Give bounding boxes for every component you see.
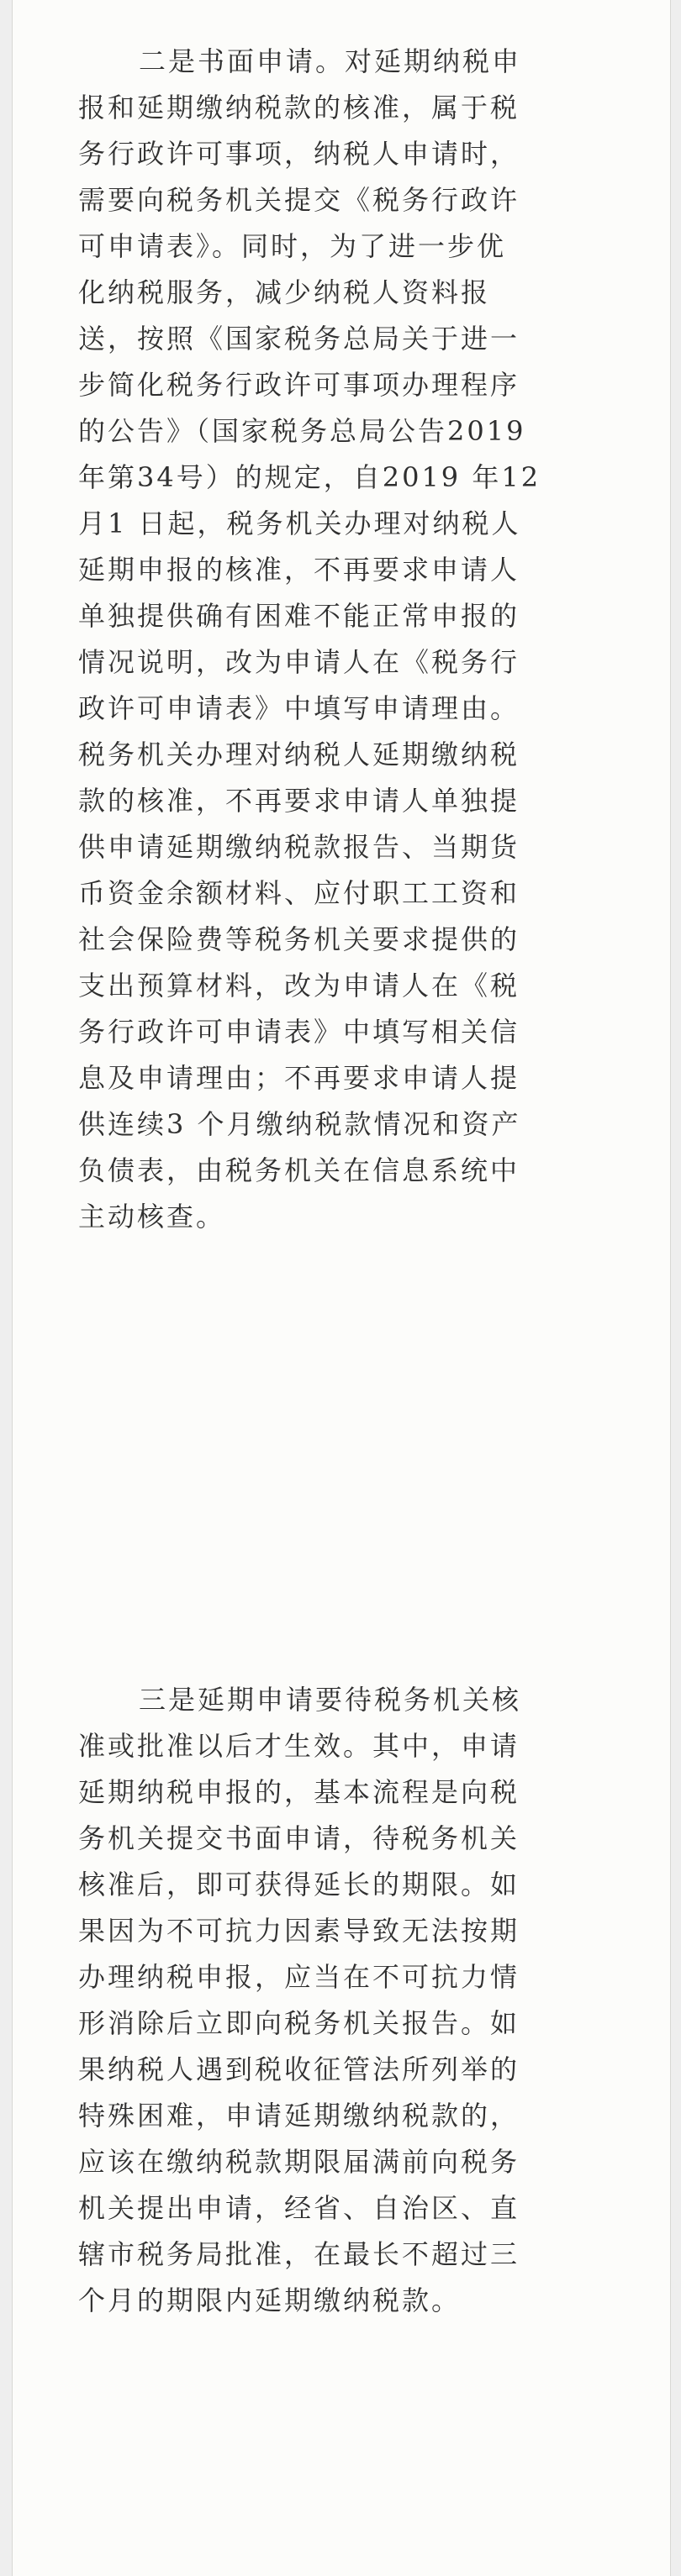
text-line: 务行政许可申请表》中填写相关信 — [78, 1016, 520, 1048]
text-line: 辖市税务局批准，在最长不超过三 — [78, 2238, 520, 2270]
text-line: 办理纳税申报，应当在不可抗力情 — [78, 1961, 520, 1993]
text-line: 机关提出申请，经省、自治区、直 — [78, 2192, 520, 2224]
text-line: 政许可申请表》中填写申请理由。 — [78, 692, 520, 724]
text-line: 果因为不可抗力因素导致无法按期 — [78, 1915, 520, 1947]
text-line: 送，按照《国家税务总局关于进一 — [78, 323, 520, 355]
text-line: 化纳税服务，减少纳税人资料报 — [78, 276, 491, 308]
text-line: 需要向税务机关提交《税务行政许 — [78, 184, 520, 216]
text-line: 二是书面申请。对延期纳税申 — [139, 45, 522, 77]
text-line: 报和延期缴纳税款的核准，属于税 — [78, 92, 520, 124]
text-line: 社会保险费等税务机关要求提供的 — [78, 923, 520, 955]
text-line: 供连续3 个月缴纳税款情况和资产 — [78, 1108, 521, 1140]
text-line: 果纳税人遇到税收征管法所列举的 — [78, 2053, 520, 2085]
text-line: 个月的期限内延期缴纳税款。 — [78, 2284, 462, 2316]
text-line: 支出预算材料，改为申请人在《税 — [78, 970, 520, 1001]
text-line: 核准后，即可获得延长的期限。如 — [78, 1869, 520, 1900]
text-line: 月1 日起，税务机关办理对纳税人 — [78, 507, 521, 539]
text-line: 的公告》（国家税务总局公告2019 — [78, 415, 526, 447]
text-line: 单独提供确有困难不能正常申报的 — [78, 600, 520, 632]
paragraph-approval-effective — [78, 1677, 616, 2324]
text-line: 应该在缴纳税款期限届满前向税务 — [78, 2146, 520, 2178]
text-line: 情况说明，改为申请人在《税务行 — [78, 646, 520, 678]
text-line: 特殊困难，申请延期缴纳税款的， — [78, 2100, 520, 2132]
article-page — [12, 0, 671, 2576]
text-line: 供申请延期缴纳税款报告、当期货 — [78, 831, 520, 863]
text-line: 步简化税务行政许可事项办理程序 — [78, 369, 520, 401]
text-line: 三是延期申请要待税务机关核 — [139, 1684, 522, 1716]
text-line: 形消除后立即向税务机关报告。如 — [78, 2007, 520, 2039]
text-line: 务行政许可事项，纳税人申请时， — [78, 138, 520, 170]
text-line: 延期申报的核准，不再要求申请人 — [78, 554, 520, 586]
text-line: 延期纳税申报的，基本流程是向税 — [78, 1776, 520, 1808]
text-line: 息及申请理由；不再要求申请人提 — [78, 1062, 520, 1094]
text-line: 负债表，由税务机关在信息系统中 — [78, 1154, 520, 1186]
text-line: 款的核准，不再要求申请人单独提 — [78, 785, 520, 817]
text-line: 币资金余额材料、应付职工工资和 — [78, 877, 520, 909]
text-line: 主动核查。 — [78, 1201, 226, 1233]
text-line: 准或批准以后才生效。其中，申请 — [78, 1730, 520, 1762]
text-line: 务机关提交书面申请，待税务机关 — [78, 1822, 520, 1854]
text-line: 税务机关办理对纳税人延期缴纳税 — [78, 739, 520, 770]
paragraph-written-application — [78, 39, 616, 1240]
text-line: 可申请表》。同时，为了进一步优 — [78, 230, 507, 262]
text-line: 年第34号）的规定，自2019 年12 — [78, 461, 541, 493]
